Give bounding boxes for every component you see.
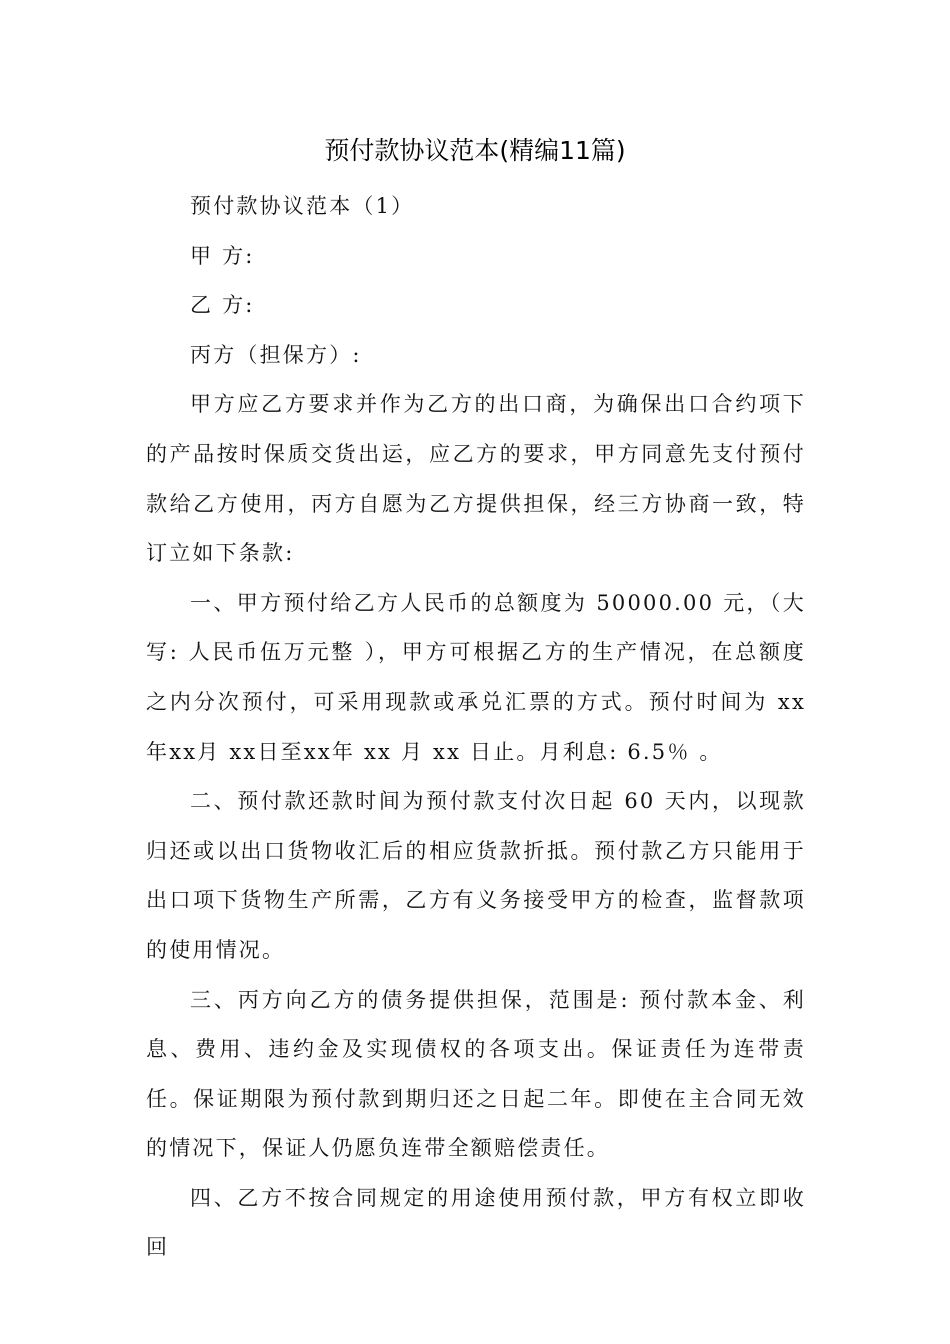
preamble-paragraph: 甲方应乙方要求并作为乙方的出口商，为确保出口合约项下的产品按时保质交货出运，应乙方的要求，甲方同意先支付预付款给乙方使用，丙方自愿为乙方提供担保，经三方协商一致，特订立如下条款:	[146, 392, 806, 566]
section-heading: 预付款协议范本（1）	[190, 194, 415, 218]
clause-4-paragraph: 四、乙方不按合同规定的用途使用预付款，甲方有权立即收回	[146, 1185, 806, 1260]
clause-2-paragraph: 二、预付款还款时间为预付款支付次日起 60 天内，以现款归还或以出口货物收汇后的相应货款折抵。预付款乙方只能用于出口项下货物生产所需，乙方有义务接受甲方的检查，监督款项的使用情况。	[146, 789, 806, 962]
clause-1-paragraph: 一、甲方预付给乙方人民币的总额度为 50000.00 元，（大写: 人民币伍万元整 ），甲方可根据乙方的生产情况，在总额度之内分次预付，可采用现款或承兑汇票的方式。预付时间为 xx年xx月 xx日至xx年 xx 月 xx 日止。月利息: 6.5％ 。	[146, 590, 806, 764]
clause-3-paragraph: 三、丙方向乙方的债务提供担保，范围是: 预付款本金、利息、费用、违约金及实现债权的各项支出。保证责任为连带责任。保证期限为预付款到期归还之日起二年。即使在主合同无效的情况下，保证人仍愿负连带全额赔偿责任。	[146, 987, 806, 1161]
document-title: 预付款协议范本(精编11篇)	[324, 136, 626, 165]
party-b-line: 乙 方:	[190, 293, 255, 318]
party-a-line: 甲 方:	[190, 243, 255, 268]
document-body	[146, 182, 806, 1273]
party-c-line: 丙方（担保方）:	[190, 342, 362, 367]
